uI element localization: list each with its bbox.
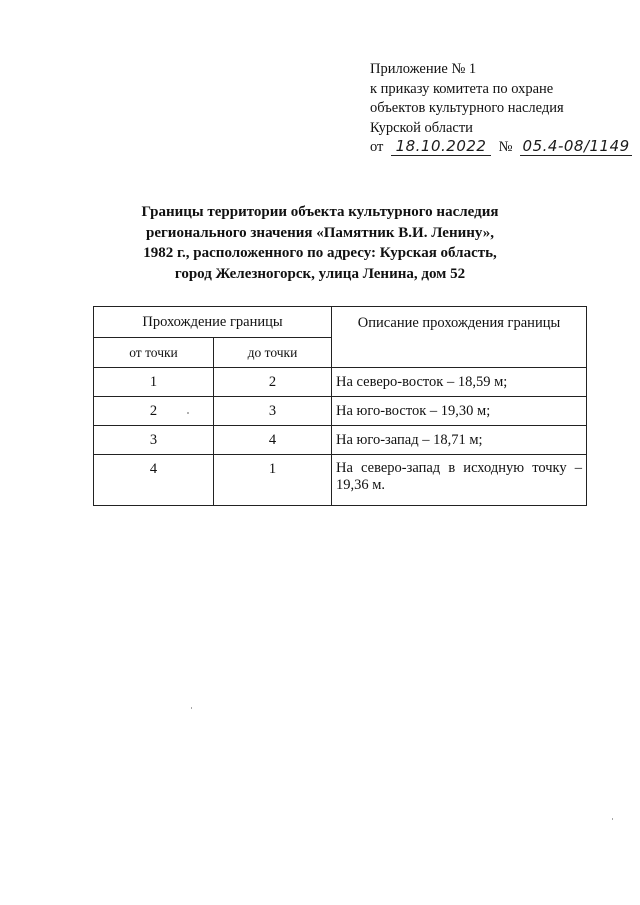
number-prefix: № bbox=[498, 139, 513, 155]
cell-from: 2 bbox=[94, 397, 214, 426]
header-description: Описание прохождения границы bbox=[332, 307, 587, 368]
table-row bbox=[94, 397, 587, 426]
scan-speck bbox=[187, 412, 189, 414]
cell-from: 3 bbox=[94, 426, 214, 455]
date-prefix: от bbox=[370, 139, 384, 155]
cell-to: 3 bbox=[214, 397, 332, 426]
boundary-table bbox=[93, 306, 587, 506]
scan-speck bbox=[191, 707, 192, 709]
handwritten-date: 18.10.2022 bbox=[395, 137, 487, 155]
table-row bbox=[94, 368, 587, 397]
document-title bbox=[60, 202, 580, 284]
cell-description: На юго-восток – 19,30 м; bbox=[332, 397, 587, 426]
title-line-2: регионального значения «Памятник В.И. Ленину», bbox=[146, 224, 494, 241]
cell-from: 4 bbox=[94, 455, 214, 506]
appendix-date-number-line bbox=[370, 138, 632, 158]
table-row bbox=[94, 426, 587, 455]
appendix-committee-line: объектов культурного наследия bbox=[370, 100, 564, 116]
number-field bbox=[520, 138, 632, 156]
appendix-region-line: Курской области bbox=[370, 119, 473, 136]
cell-description: На северо-восток – 18,59 м; bbox=[332, 368, 587, 397]
cell-to: 4 bbox=[214, 426, 332, 455]
title-line-4: город Железногорск, улица Ленина, дом 52 bbox=[174, 265, 466, 282]
table-header-row bbox=[94, 307, 587, 338]
cell-from: 1 bbox=[94, 368, 214, 397]
title-line-1: Границы территории объекта культурного наследия bbox=[141, 204, 499, 220]
appendix-block bbox=[370, 60, 632, 158]
cell-to: 1 bbox=[214, 455, 332, 506]
table-row bbox=[94, 455, 587, 506]
header-from-point: от точки bbox=[94, 338, 214, 368]
scan-speck bbox=[612, 818, 613, 820]
cell-description: На северо-запад в исходную точку – 19,36 м. bbox=[332, 455, 587, 506]
cell-to: 2 bbox=[214, 368, 332, 397]
header-boundary-passage: Прохождение границы bbox=[94, 307, 332, 338]
handwritten-number: 05.4-08/1149 bbox=[522, 137, 630, 155]
header-to-point: до точки bbox=[214, 338, 332, 368]
date-field bbox=[391, 138, 491, 156]
appendix-title: Приложение № 1 bbox=[370, 61, 477, 77]
cell-description: На юго-запад – 18,71 м; bbox=[332, 426, 587, 455]
title-line-3: 1982 г., расположенного по адресу: Курская область, bbox=[143, 245, 497, 261]
appendix-order-line: к приказу комитета по охране bbox=[370, 80, 554, 97]
